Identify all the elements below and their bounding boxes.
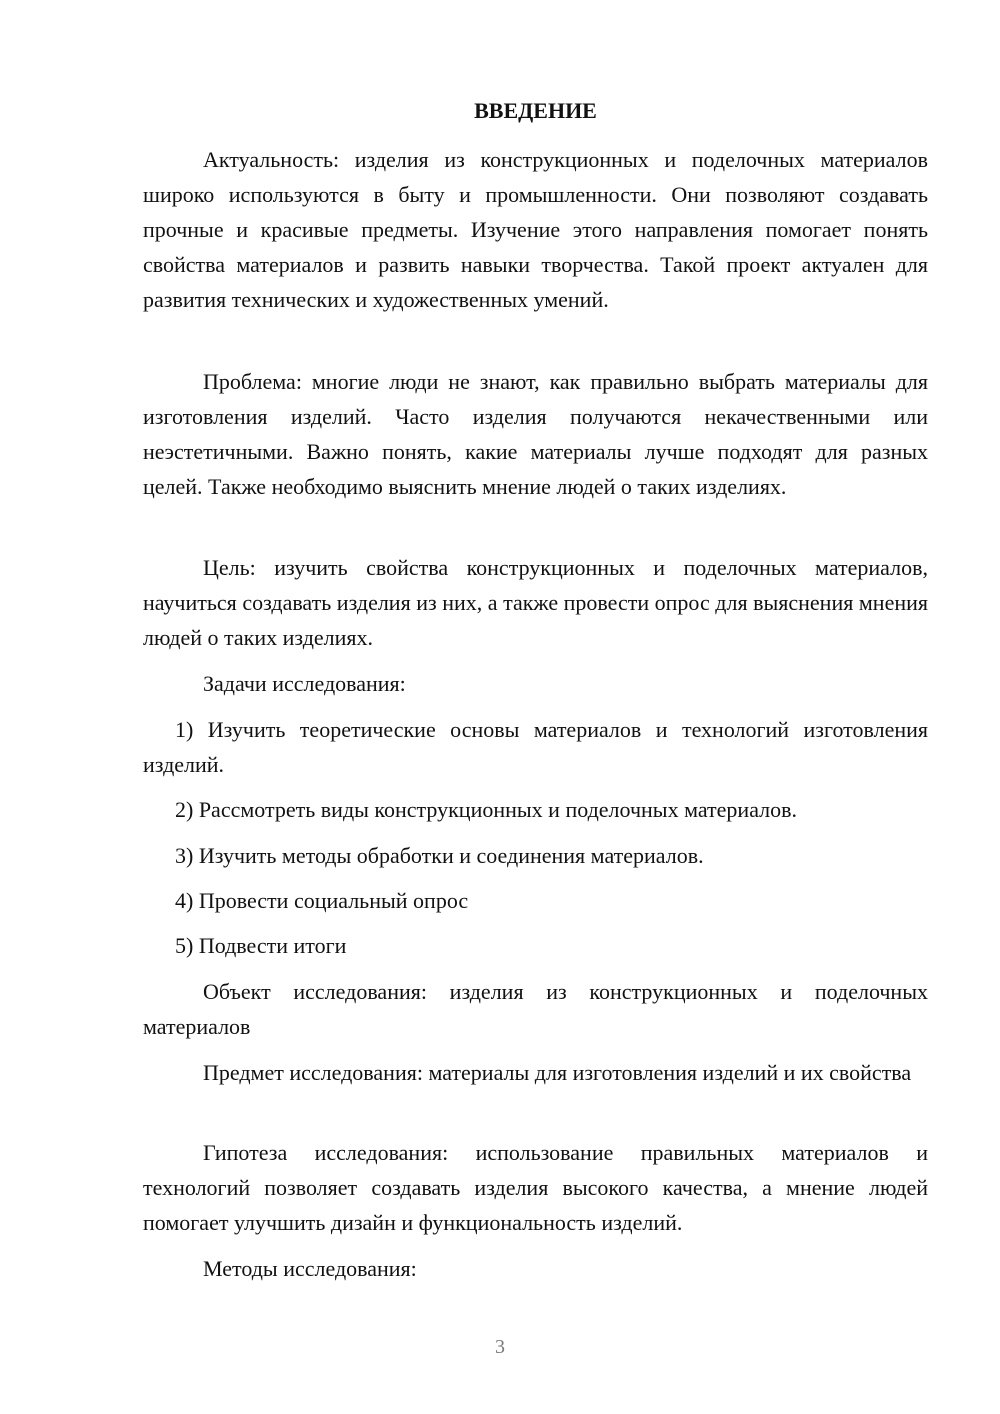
- paragraph-subject: Предмет исследования: материалы для изготовления изделий и их свойства: [203, 1060, 912, 1085]
- page-title: ВВЕДЕНИЕ: [474, 98, 597, 123]
- task-item-1: 1) Изучить теоретические основы материалов и технологий изготовления изделий.: [143, 717, 928, 777]
- task-item-3: 3) Изучить методы обработки и соединения материалов.: [175, 843, 704, 868]
- paragraph-object: Объект исследования: изделия из конструкционных и поделочных материалов: [143, 979, 928, 1039]
- paragraph-relevance: Актуальность: изделия из конструкционных и поделочных материалов широко используются в быту и промышленности. Они позволяют создавать прочные и красивые предметы. Изучение этого направления помогает понять свойства материалов и развить навыки творчества. Такой проект актуален для развития технических и художественных умений.: [143, 147, 928, 312]
- paragraph-hypothesis: Гипотеза исследования: использование правильных материалов и технологий позволяет создавать изделия высокого качества, а мнение людей помогает улучшить дизайн и функциональность изделий.: [143, 1140, 928, 1235]
- tasks-heading: Задачи исследования:: [203, 671, 406, 696]
- paragraph-problem: Проблема: многие люди не знают, как правильно выбрать материалы для изготовления изделий. Часто изделия получаются некачественными или неэстетичными. Важно понять, какие материалы лучше подходят для разных целей. Также необходимо выяснить мнение людей о таких изделиях.: [143, 369, 928, 499]
- task-item-5: 5) Подвести итоги: [175, 933, 347, 958]
- page-number: 3: [495, 1336, 505, 1358]
- task-item-2: 2) Рассмотреть виды конструкционных и поделочных материалов.: [175, 797, 798, 822]
- paragraph-goal: Цель: изучить свойства конструкционных и поделочных материалов, научиться создавать изделия из них, а также провести опрос для выяснения мнения людей о таких изделиях.: [143, 555, 928, 650]
- methods-heading: Методы исследования:: [203, 1256, 417, 1281]
- task-item-4: 4) Провести социальный опрос: [175, 888, 469, 913]
